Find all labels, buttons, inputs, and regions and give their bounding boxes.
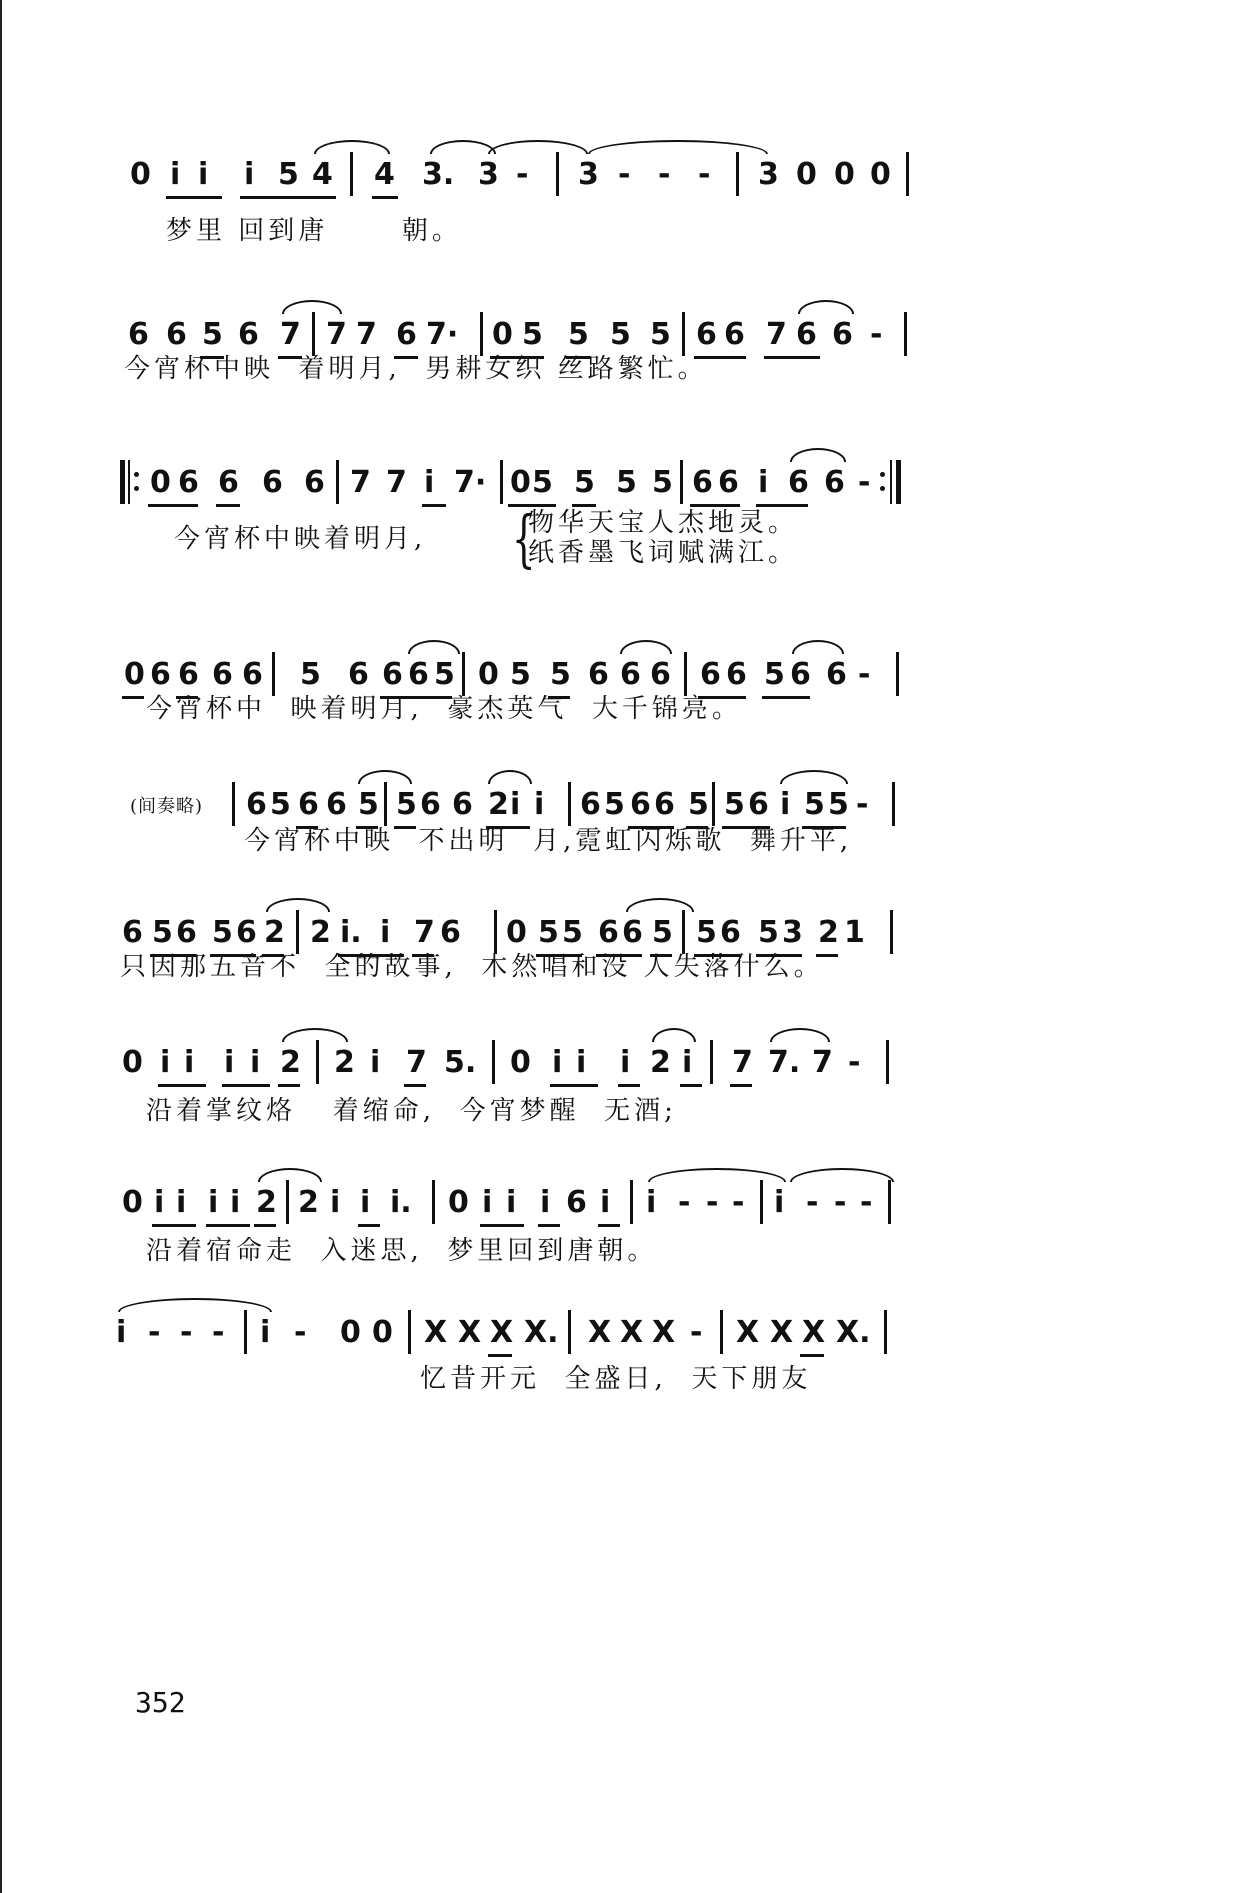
note: 5 [300, 657, 321, 692]
note: 7 [280, 317, 301, 352]
note: - [834, 1185, 847, 1220]
lyric-line [0, 210, 1246, 250]
note: X [424, 1315, 448, 1350]
note: 7 [356, 317, 377, 352]
note: 5 [764, 657, 785, 692]
lyric-text: 沿着掌纹烙 着缩命, 今宵梦醒 无酒; [146, 1096, 677, 1126]
note: 6 [382, 657, 403, 692]
note: i [380, 915, 391, 950]
note: - [870, 317, 883, 352]
note: 6 [452, 787, 473, 822]
barline [710, 1040, 713, 1084]
note: 5 [696, 915, 717, 950]
note: i [160, 1045, 171, 1080]
barline [500, 460, 503, 504]
note: 6 [236, 915, 257, 950]
note: 3. [422, 157, 455, 192]
note: 6 [238, 317, 259, 352]
verse-brace: { [511, 502, 536, 575]
lyric-verse-2: 纸香墨飞词赋满江。 [528, 538, 799, 568]
note: i [682, 1045, 693, 1080]
note: 2 [310, 915, 331, 950]
note: 5 [538, 915, 559, 950]
note: 5 [434, 657, 455, 692]
note: 5 [522, 317, 543, 352]
note: 5 [804, 787, 825, 822]
note: 1 [844, 915, 865, 950]
note: i [176, 1185, 187, 1220]
slur [118, 1298, 272, 1312]
repeat-end [880, 460, 906, 504]
note: i [360, 1185, 371, 1220]
underline [422, 504, 446, 507]
underline [538, 1224, 560, 1227]
slur [488, 140, 588, 154]
note: i [552, 1045, 563, 1080]
barline [736, 152, 739, 196]
barline [906, 152, 909, 196]
note: - [732, 1185, 745, 1220]
note: 7· [426, 317, 459, 352]
note: 6 [326, 787, 347, 822]
note: 6 [630, 787, 651, 822]
note: i [224, 1045, 235, 1080]
note: 0 [834, 157, 855, 192]
note: 6 [440, 915, 461, 950]
note: 6 [700, 657, 721, 692]
note: 6 [724, 317, 745, 352]
note: 5 [616, 465, 637, 500]
underline [216, 504, 240, 507]
note: 6 [348, 657, 369, 692]
note: 2 [280, 1045, 301, 1080]
note: 6 [242, 657, 263, 692]
note: - [212, 1315, 225, 1350]
slur [648, 1168, 786, 1182]
note: 6 [218, 465, 239, 500]
underline [800, 1354, 824, 1357]
slur [430, 140, 496, 154]
note: X. [836, 1315, 871, 1350]
slur [408, 640, 460, 654]
note: 5 [650, 317, 671, 352]
lyric-text: 只因那五音不 全的故事, 木然唱和没 人失落什么。 [120, 952, 824, 982]
slur [790, 448, 846, 462]
notation-line [0, 448, 1246, 508]
note: - [618, 157, 631, 192]
note: 0 [372, 1315, 393, 1350]
slur [780, 770, 848, 784]
slur [358, 770, 412, 784]
lyric-text: 梦里 回到唐 朝。 [166, 216, 462, 246]
note: i. [340, 915, 362, 950]
underline [598, 1224, 620, 1227]
lyric-line [0, 348, 1246, 388]
note: 0 [448, 1185, 469, 1220]
lyric-text: 今宵杯中映着明月, [174, 524, 427, 554]
note: 7 [406, 1045, 427, 1080]
note: 5 [562, 915, 583, 950]
note: 7 [766, 317, 787, 352]
note: 6 [692, 465, 713, 500]
note: i [534, 787, 545, 822]
note: X [736, 1315, 760, 1350]
lyric-line [0, 502, 1246, 575]
underline [680, 1084, 702, 1087]
note: 7. [768, 1045, 801, 1080]
note: 6 [790, 657, 811, 692]
note: - [658, 157, 671, 192]
note: 2 [650, 1045, 671, 1080]
note: - [806, 1185, 819, 1220]
note: 6 [212, 657, 233, 692]
underline [618, 1084, 640, 1087]
lyric-line [0, 688, 1246, 728]
lyric-text: 今宵杯中映 不出明 月,霓虹闪烁歌 舞升平, [244, 826, 853, 856]
lyric-verse-1: 物华天宝人杰地灵。 [528, 508, 799, 538]
note: 5 [652, 465, 673, 500]
note: i [250, 1045, 261, 1080]
note: - [860, 1185, 873, 1220]
note: 5 [758, 915, 779, 950]
note: 5 [688, 787, 709, 822]
note: i [482, 1185, 493, 1220]
note: i [510, 787, 521, 822]
note: - [856, 787, 869, 822]
note: i [424, 465, 435, 500]
note: 6 [246, 787, 267, 822]
note: 6 [832, 317, 853, 352]
note: 5 [574, 465, 595, 500]
notation-line [0, 140, 1246, 200]
page-number: 352 [135, 1686, 186, 1719]
note: i [154, 1185, 165, 1220]
underline [358, 1224, 380, 1227]
note: 4 [374, 157, 395, 192]
note: - [516, 157, 529, 192]
note: 4 [312, 157, 333, 192]
slur [798, 300, 854, 314]
note: 6 [598, 915, 619, 950]
note: 7· [454, 465, 487, 500]
note: - [148, 1315, 161, 1350]
note: 5 [212, 915, 233, 950]
note: i [116, 1315, 127, 1350]
note: 3 [782, 915, 803, 950]
underline [222, 1084, 270, 1087]
note: - [294, 1315, 307, 1350]
note: X [802, 1315, 826, 1350]
lyric-line [0, 820, 1246, 860]
lyric-line [0, 1230, 1246, 1270]
note: 2 [256, 1185, 277, 1220]
barline [886, 1040, 889, 1084]
note: i [600, 1185, 611, 1220]
note: 5 [396, 787, 417, 822]
note: - [848, 1045, 861, 1080]
note: i [198, 157, 209, 192]
note: 6 [122, 915, 143, 950]
note: i [208, 1185, 219, 1220]
slur [790, 1168, 894, 1182]
note: 7 [326, 317, 347, 352]
note: 6 [566, 1185, 587, 1220]
note: 0 [150, 465, 171, 500]
lyric-text: 今宵杯中映 着明月, 男耕女织 丝路繁忙。 [124, 354, 708, 384]
slur [588, 140, 768, 154]
slur [488, 770, 532, 784]
note: 6 [420, 787, 441, 822]
note: 0 [510, 465, 531, 500]
note: 7 [812, 1045, 833, 1080]
note: i [540, 1185, 551, 1220]
note: 3 [758, 157, 779, 192]
underline [550, 1084, 598, 1087]
barline [720, 1310, 723, 1354]
note: 5 [550, 657, 571, 692]
underline [206, 1224, 250, 1227]
barline [244, 1310, 247, 1354]
underline [152, 1224, 196, 1227]
note: 6 [178, 465, 199, 500]
notation-line [0, 1298, 1246, 1358]
underline [158, 1084, 206, 1087]
note: 0 [340, 1315, 361, 1350]
lyric-text: 今宵杯中 映着明月, 豪杰英气 大千锦亮。 [146, 694, 742, 724]
note: 6 [748, 787, 769, 822]
note: 0 [870, 157, 891, 192]
notation-line [0, 1168, 1246, 1228]
note: 6 [298, 787, 319, 822]
note: 0 [506, 915, 527, 950]
note: 6 [580, 787, 601, 822]
note: 0 [796, 157, 817, 192]
barline [408, 1310, 411, 1354]
underline [240, 196, 336, 199]
note: - [678, 1185, 691, 1220]
note: i [576, 1045, 587, 1080]
note: i [646, 1185, 657, 1220]
note: 2 [488, 787, 509, 822]
note: 2 [264, 915, 285, 950]
underline [730, 1084, 752, 1087]
lyric-line [0, 946, 1246, 986]
note: 5 [152, 915, 173, 950]
note: 5 [278, 157, 299, 192]
note: 2 [334, 1045, 355, 1080]
note: 3 [478, 157, 499, 192]
underline [254, 1224, 276, 1227]
barline [888, 1180, 891, 1224]
note: 6 [650, 657, 671, 692]
slur [258, 1168, 322, 1182]
underline [148, 504, 198, 507]
repeat-start [120, 460, 142, 504]
note: - [706, 1185, 719, 1220]
note: 0 [124, 657, 145, 692]
barline [556, 152, 559, 196]
barline [680, 460, 683, 504]
slur [620, 640, 672, 654]
note: - [858, 657, 871, 692]
slur [314, 140, 390, 154]
note: X. [524, 1315, 559, 1350]
note: 5 [358, 787, 379, 822]
slur [652, 1028, 696, 1042]
slur [282, 1028, 348, 1042]
note: 3 [578, 157, 599, 192]
note: i [184, 1045, 195, 1080]
note: 0 [130, 157, 151, 192]
note: 5 [604, 787, 625, 822]
note: 5 [652, 915, 673, 950]
note: 0 [122, 1185, 143, 1220]
note: i [780, 787, 791, 822]
note: 6 [588, 657, 609, 692]
note: - [180, 1315, 193, 1350]
note: 6 [718, 465, 739, 500]
note: i [330, 1185, 341, 1220]
note: 6 [796, 317, 817, 352]
interlude-note: (间奏略) [130, 796, 204, 817]
slur [626, 898, 694, 912]
note: 6 [166, 317, 187, 352]
note: 6 [726, 657, 747, 692]
note: 7 [732, 1045, 753, 1080]
note: 6 [654, 787, 675, 822]
note: 2 [818, 915, 839, 950]
underline [480, 1224, 524, 1227]
barline [884, 1310, 887, 1354]
note: - [690, 1315, 703, 1350]
note: 2 [298, 1185, 319, 1220]
note: X [458, 1315, 482, 1350]
note: 0 [492, 317, 513, 352]
note: 6 [128, 317, 149, 352]
note: 6 [824, 465, 845, 500]
note: 5 [510, 657, 531, 692]
note: 0 [122, 1045, 143, 1080]
note: - [698, 157, 711, 192]
note: X [652, 1315, 676, 1350]
underline [278, 1084, 300, 1087]
note: 7 [386, 465, 407, 500]
note: i [506, 1185, 517, 1220]
note: 0 [510, 1045, 531, 1080]
note: - [858, 465, 871, 500]
lyric-line [0, 1090, 1246, 1130]
note: i [620, 1045, 631, 1080]
note: 5 [270, 787, 291, 822]
note: 6 [150, 657, 171, 692]
note: 5 [610, 317, 631, 352]
barline [760, 1180, 763, 1224]
note: 6 [788, 465, 809, 500]
note: 6 [176, 915, 197, 950]
barline [286, 1180, 289, 1224]
note: X [620, 1315, 644, 1350]
note: i [758, 465, 769, 500]
note: 6 [396, 317, 417, 352]
note: X [490, 1315, 514, 1350]
note: i [230, 1185, 241, 1220]
note: 5 [828, 787, 849, 822]
note: i [170, 157, 181, 192]
note: i [260, 1315, 271, 1350]
note: 6 [620, 657, 641, 692]
note: 0 [478, 657, 499, 692]
underline [166, 196, 222, 199]
barline [630, 1180, 633, 1224]
note: 6 [408, 657, 429, 692]
note: X [770, 1315, 794, 1350]
slur [282, 300, 342, 314]
note: i [370, 1045, 381, 1080]
underline [372, 196, 398, 199]
notation-line [0, 1028, 1246, 1088]
note: 7 [414, 915, 435, 950]
note: i [774, 1185, 785, 1220]
slur [792, 640, 844, 654]
underline [404, 1084, 426, 1087]
note: 6 [826, 657, 847, 692]
note: i. [390, 1185, 412, 1220]
note: 5 [202, 317, 223, 352]
barline [568, 1310, 571, 1354]
note: 5 [724, 787, 745, 822]
slur [266, 898, 330, 912]
barline [316, 1040, 319, 1084]
note: 5 [532, 465, 553, 500]
slur [770, 1028, 830, 1042]
barline [432, 1180, 435, 1224]
note: 7 [350, 465, 371, 500]
lyric-text: 忆昔开元 全盛日, 天下朋友 [420, 1364, 812, 1394]
note: 6 [304, 465, 325, 500]
barline [350, 152, 353, 196]
note: 6 [178, 657, 199, 692]
note: 5. [444, 1045, 477, 1080]
barline [492, 1040, 495, 1084]
note: i [244, 157, 255, 192]
lyric-text: 沿着宿命走 入迷思, 梦里回到唐朝。 [146, 1236, 658, 1266]
note: 6 [696, 317, 717, 352]
lyric-line [0, 1358, 1246, 1398]
underline [488, 1354, 512, 1357]
barline [336, 460, 339, 504]
note: 6 [720, 915, 741, 950]
note: 6 [622, 915, 643, 950]
note: 5 [568, 317, 589, 352]
note: 6 [262, 465, 283, 500]
note: X [588, 1315, 612, 1350]
